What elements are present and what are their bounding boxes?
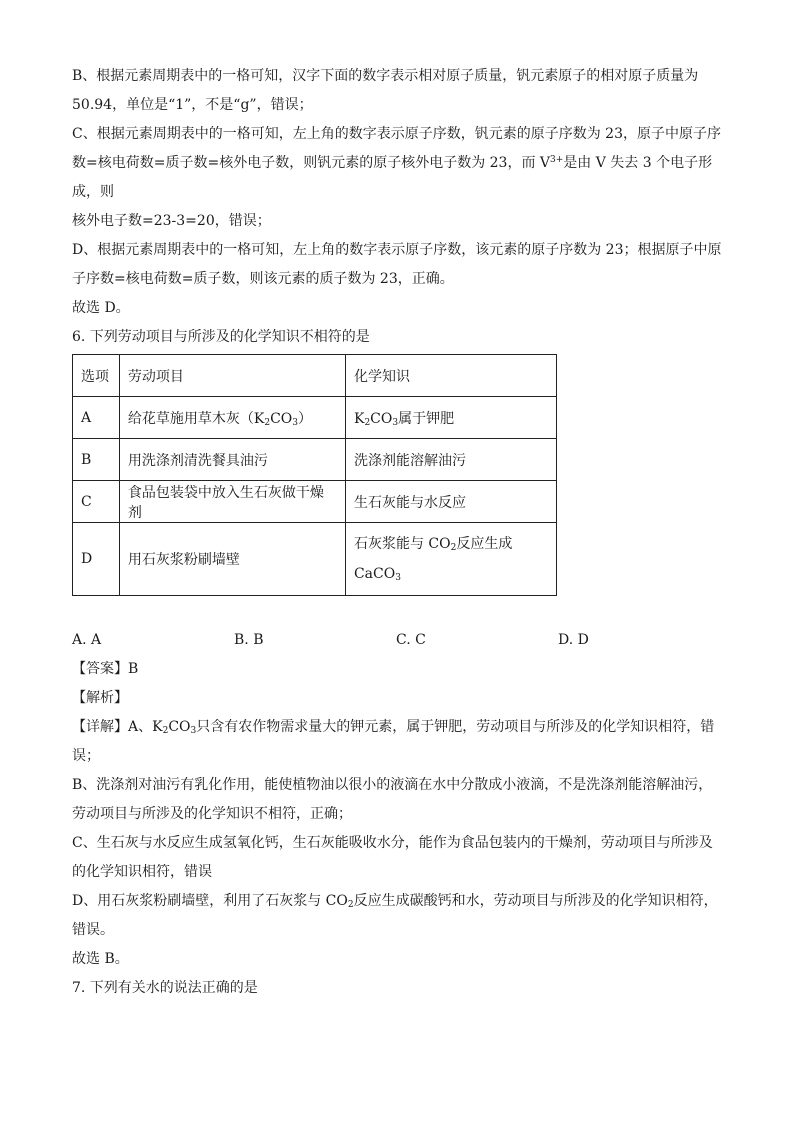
row-c-project: 食品包装袋中放入生石灰做干燥剂: [119, 481, 345, 523]
explanation-c-line-2-tail: 是由 V 失去 3 个电子形成，则: [72, 155, 713, 200]
subscript: 2: [347, 900, 354, 910]
detail-a-text: A、K: [128, 719, 163, 735]
explanation-b: [72, 62, 724, 120]
table-row: [73, 397, 557, 439]
question-7-stem: 7. 下列有关水的说法正确的是: [72, 980, 258, 996]
answer-line: [72, 655, 724, 684]
detail-a-line-2: 误；: [72, 748, 100, 764]
row-d-knowledge-line-1: [354, 529, 548, 559]
subscript: 2: [450, 543, 457, 553]
row-d-project: 用石灰浆粉刷墙壁: [119, 523, 345, 596]
detail-b-line-2: 劳动项目与所涉及的化学知识不相符，正确；: [72, 806, 352, 822]
detail-b-line-1: B、洗涤剂对油污有乳化作用，能使植物油以很小的液滴在水中分散成小液滴，不是洗涤剂能溶解油污，: [72, 777, 713, 793]
subscript: 2: [162, 726, 169, 736]
detail-d: [72, 887, 724, 945]
explanation-c-line-3: 核外电子数=23-3=20，错误；: [72, 213, 271, 229]
detail-d-text: D、用石灰浆粉刷墙壁，利用了石灰浆与 CO: [72, 893, 348, 909]
subscript: 3: [190, 726, 197, 736]
document-page: [72, 62, 724, 1003]
row-b-project: 用洗涤剂清洗餐具油污: [119, 439, 345, 481]
row-b-knowledge: 洗涤剂能溶解油污: [345, 439, 556, 481]
explanation-b-line-1: B、根据元素周期表中的一格可知，汉字下面的数字表示相对原子质量，钒元素原子的相对原子质量为: [72, 68, 699, 84]
ion-charge: 3+: [550, 155, 564, 165]
detail-a-text-end: 只含有农作物需求量大的钾元素，属于钾肥，劳动项目与所涉及的化学知识相符，错: [196, 719, 715, 735]
detail-b: [72, 771, 724, 829]
table-row: [73, 439, 557, 481]
question-6-options: [72, 626, 724, 655]
row-a-project: [119, 397, 345, 439]
detail-a: [72, 713, 724, 771]
row-d-option: D: [73, 523, 120, 596]
row-a-knowledge-text-end: 属于钾肥: [398, 410, 455, 427]
answer-value: B: [128, 661, 139, 677]
explanation-b-line-2: 50.94，单位是“1”，不是“g”，错误；: [72, 97, 313, 113]
row-a-project-text-mid: CO: [270, 410, 293, 427]
detail-c-line-1: C、生石灰与水反应生成氢氧化钙，生石灰能吸收水分，能作为食品包装内的干燥剂，劳动项目与所涉及: [72, 835, 713, 851]
header-knowledge: 化学知识: [345, 355, 556, 397]
option-c: C. C: [396, 632, 426, 648]
row-d-knowledge: [345, 523, 556, 596]
detail-c-line-2: 的化学知识相符，错误: [72, 864, 212, 880]
detail-a-line-1: [72, 713, 724, 742]
explanation-d: [72, 236, 724, 294]
option-a: A. A: [72, 632, 102, 648]
question-6-stem: 6. 下列劳动项目与所涉及的化学知识不相符的是: [72, 329, 370, 345]
row-c-option: C: [73, 481, 120, 523]
previous-answer-choice: 故选 D。: [72, 300, 130, 316]
row-a-knowledge-text: K: [353, 410, 365, 427]
question-6-answer-choice: 故选 B。: [72, 951, 129, 967]
table-header-row: [73, 355, 557, 397]
detail-d-text-end: 反应生成碳酸钙和水，劳动项目与所涉及的化学知识相符，: [353, 893, 718, 909]
explanation-c-line-1: C、根据元素周期表中的一格可知，左上角的数字表示原子序数，钒元素的原子序数为 23，原子中原子序: [72, 126, 721, 142]
subscript: 2: [364, 417, 371, 428]
analysis-label: 【解析】: [72, 690, 128, 706]
explanation-c: [72, 120, 724, 236]
header-project: 劳动项目: [119, 355, 345, 397]
table-row: [73, 481, 557, 523]
subscript: 3: [395, 573, 401, 583]
explanation-d-line-1: D、根据元素周期表中的一格可知，左上角的数字表示原子序数，该元素的原子序数为 23；根据原子中原: [72, 242, 722, 258]
explanation-c-line-2-text: 数=核电荷数=质子数=核外电子数，则钒元素的原子核外电子数为 23，而 V: [72, 155, 551, 171]
subscript: 2: [264, 417, 271, 428]
detail-d-line-1: [72, 887, 724, 916]
detail-label: 【详解】: [72, 719, 128, 735]
row-c-knowledge: 生石灰能与水反应: [345, 481, 556, 523]
answer-label: 【答案】: [72, 661, 128, 677]
row-a-option: A: [73, 397, 120, 439]
explanation-d-line-2: 子序数=核电荷数=质子数，则该元素的质子数为 23，正确。: [72, 271, 454, 287]
row-d-knowledge-text: 石灰浆能与 CO: [353, 536, 451, 552]
row-d-knowledge-line-2: [354, 559, 548, 589]
explanation-c-line-2: [72, 149, 724, 207]
detail-d-line-2: 错误。: [72, 922, 114, 938]
subscript: 3: [392, 417, 399, 428]
option-b: B. B: [234, 632, 264, 648]
row-d-knowledge-text-end: 反应生成: [456, 536, 513, 552]
table-row: [73, 523, 557, 596]
row-a-knowledge: [345, 397, 556, 439]
option-d: D. D: [558, 632, 589, 648]
subscript: 3: [292, 417, 299, 428]
row-b-option: B: [73, 439, 120, 481]
detail-c: [72, 829, 724, 887]
row-d-knowledge-formula: CaCO: [353, 566, 396, 582]
detail-a-formula: CO: [168, 719, 191, 735]
question-6-table: [72, 354, 557, 596]
row-a-knowledge-text-mid: CO: [370, 410, 393, 427]
row-a-project-text: 给花草施用草木灰（K: [127, 410, 265, 427]
row-a-project-text-end: ）: [298, 410, 313, 427]
header-option: 选项: [73, 355, 120, 397]
